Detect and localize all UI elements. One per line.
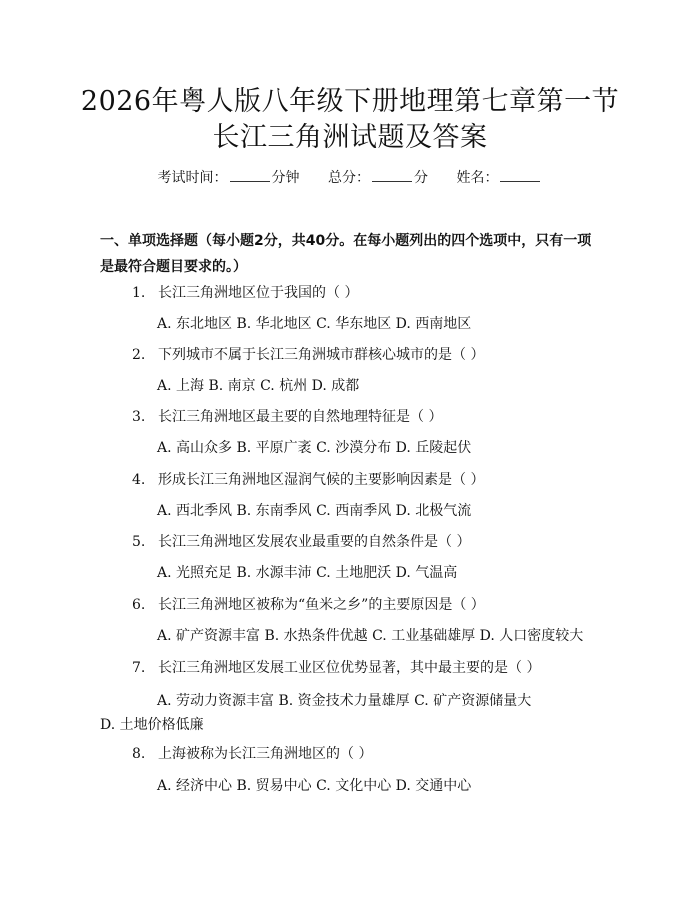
question-1-options: A. 东北地区 B. 华北地区 C. 华东地区 D. 西南地区 xyxy=(157,316,472,332)
question-2 xyxy=(132,345,484,365)
question-text: 长江三角洲地区被称为“鱼米之乡”的主要原因是（ ） xyxy=(158,597,485,613)
question-8 xyxy=(132,744,372,764)
question-number: 1. xyxy=(132,285,146,301)
time-label: 考试时间： xyxy=(157,170,228,186)
question-number: 2. xyxy=(132,347,146,363)
question-number: 4. xyxy=(132,472,146,488)
page-title-line2: 长江三角洲试题及答案 xyxy=(212,122,488,153)
question-5 xyxy=(132,532,470,552)
question-1 xyxy=(132,283,358,303)
question-3 xyxy=(132,407,442,427)
score-label: 总分： xyxy=(328,170,370,186)
question-text: 下列城市不属于长江三角洲城市群核心城市的是（ ） xyxy=(158,347,485,363)
question-6-options: A. 矿产资源丰富 B. 水热条件优越 C. 工业基础雄厚 D. 人口密度较大 xyxy=(157,628,584,644)
section-heading: 一、单项选择题（每小题2分，共40分。在每小题列出的四个选项中，只有一项是最符合题目要求的。） xyxy=(100,233,592,275)
question-7 xyxy=(132,658,540,678)
question-number: 5. xyxy=(132,534,146,550)
question-6 xyxy=(132,595,485,615)
score-field xyxy=(328,170,432,186)
question-2-options: A. 上海 B. 南京 C. 杭州 D. 成都 xyxy=(157,378,360,394)
question-text: 上海被称为长江三角洲地区的（ ） xyxy=(158,746,373,762)
question-text: 长江三角洲地区发展农业最重要的自然条件是（ ） xyxy=(158,534,471,550)
question-8-options: A. 经济中心 B. 贸易中心 C. 文化中心 D. 交通中心 xyxy=(157,778,472,794)
question-text: 长江三角洲地区发展工业区位优势显著，其中最主要的是（ ） xyxy=(158,660,541,676)
time-blank xyxy=(230,169,270,182)
question-4 xyxy=(132,470,484,490)
question-7-options: A. 劳动力资源丰富 B. 资金技术力量雄厚 C. 矿产资源储量大 D. 土地价格低廉 xyxy=(100,693,532,733)
score-unit: 分 xyxy=(414,170,428,186)
question-number: 7. xyxy=(132,660,146,676)
question-number: 3. xyxy=(132,409,146,425)
question-3-options: A. 高山众多 B. 平原广袤 C. 沙漠分布 D. 丘陵起伏 xyxy=(157,440,472,456)
name-field xyxy=(456,170,542,186)
question-number: 6. xyxy=(132,597,146,613)
question-5-options: A. 光照充足 B. 水源丰沛 C. 土地肥沃 D. 气温高 xyxy=(157,565,458,581)
time-field xyxy=(158,170,304,186)
question-text: 形成长江三角洲地区湿润气候的主要影响因素是（ ） xyxy=(158,472,485,488)
page-title-line1: 2026年粤人版八年级下册地理第七章第一节 xyxy=(80,86,620,117)
name-blank xyxy=(500,169,540,182)
score-blank xyxy=(372,169,412,182)
question-number: 8. xyxy=(132,746,146,762)
time-unit: 分钟 xyxy=(271,170,300,186)
name-label: 姓名： xyxy=(456,170,499,186)
question-text: 长江三角洲地区位于我国的（ ） xyxy=(158,285,359,301)
question-4-options: A. 西北季风 B. 东南季风 C. 西南季风 D. 北极气流 xyxy=(157,503,472,519)
exam-meta xyxy=(0,168,700,188)
question-text: 长江三角洲地区最主要的自然地理特征是（ ） xyxy=(158,409,443,425)
